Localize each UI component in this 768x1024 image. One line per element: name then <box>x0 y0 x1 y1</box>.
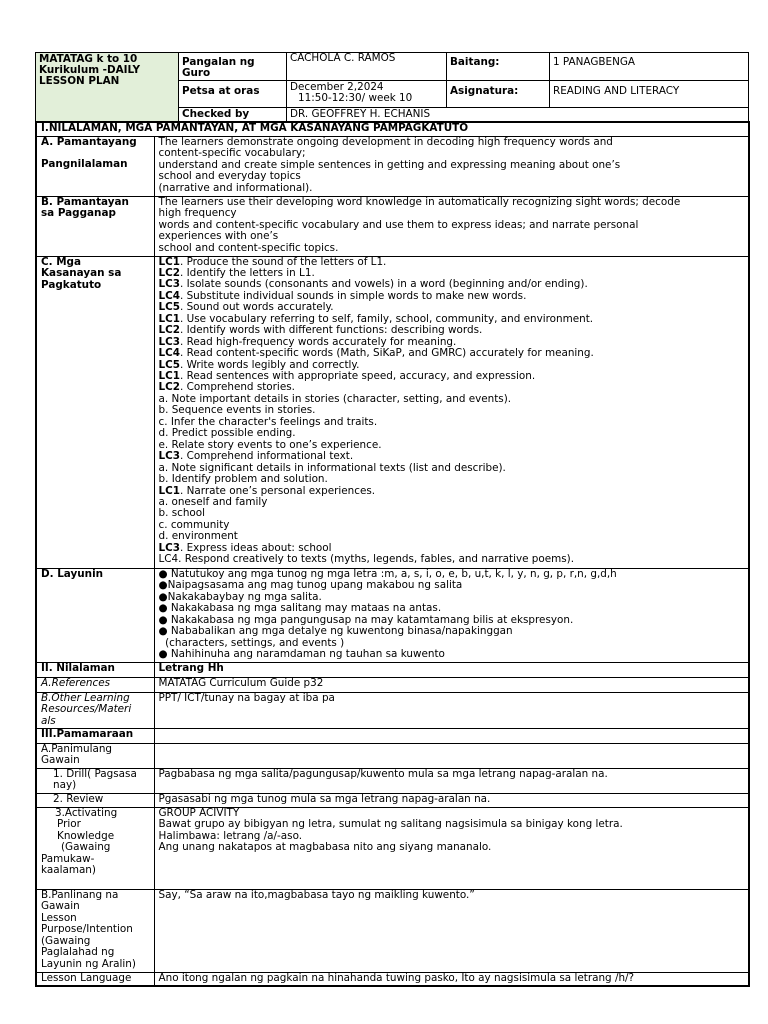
grade-label: Baitang: <box>447 53 550 81</box>
curriculum-title: MATATAG k to 10 Kurikulum -DAILY LESSON PLAN <box>39 53 141 87</box>
lc-item: LC1. Produce the sound of the letters of L1. <box>158 255 387 268</box>
section1-title: I.NILALAMAN, MGA PAMANTAYAN, AT MGA KASANAYANG PAMPAGKATUTO <box>36 122 749 136</box>
checked-value: DR. GEOFFREY H. ECHANIS <box>287 108 749 122</box>
objective-item: (characters, settings, and events ) <box>158 636 345 649</box>
layunin-content <box>154 568 749 662</box>
lc-item: d. environment <box>158 530 238 543</box>
subject-value: READING AND LITERACY <box>550 81 749 108</box>
pamantayan-sa-pagganap-label: B. Pamantayan sa Pagganap <box>36 196 154 256</box>
panimulang-gawain-label: A.Panimulang Gawain <box>36 743 154 768</box>
objective-item: ● Nakakabasa ng mga pangungusap na may katamtamang bilis at ekspresyon. <box>158 613 574 626</box>
lc-item: LC1. Read sentences with appropriate speed, accuracy, and expression. <box>158 370 536 383</box>
kasanayan-sa-pagkatuto-content <box>154 256 749 568</box>
date-label: Petsa at oras <box>179 81 287 108</box>
references-value: MATATAG Curriculum Guide p32 <box>154 677 749 692</box>
header-table <box>35 52 749 122</box>
lc-item: b. Identify problem and solution. <box>158 473 328 486</box>
lc-item: LC4. Read content-specific words (Math, SiKaP, and GMRC) accurately for meaning. <box>158 347 594 360</box>
subject-label: Asignatura: <box>447 81 550 108</box>
panlinang-na-gawain-label: B.Panlinang na Gawain Lesson Purpose/Intention (Gawaing Paglalahad ng Layunin ng Aralin) <box>36 889 154 972</box>
layunin-label: D. Layunin <box>36 568 154 662</box>
lc-item: e. Relate story events to one’s experience. <box>158 438 382 451</box>
pamamaraan-label: III.Pamamaraan <box>36 728 154 743</box>
activating-prior-knowledge-content: GROUP ACIVITY Bawat grupo ay bibigyan ng letra, sumulat ng salitang nagsisimula sa binigay kong letra. Halimbawa: letrang /a/-aso. Ang unang nakatapos at magbabasa nito ang siyang mananalo. <box>154 807 749 889</box>
lc-item: b. school <box>158 507 206 520</box>
lc-item: LC4. Substitute individual sounds in simple words to make new words. <box>158 289 527 302</box>
teacher-value: CACHOLA C. RAMOS <box>287 53 447 81</box>
lc-item: LC3. Isolate sounds (consonants and vowels) in a word (beginning and/or ending). <box>158 278 588 291</box>
other-resources-value: PPT/ ICT/tunay na bagay at iba pa <box>154 692 749 728</box>
lc-item: LC4. Respond creatively to texts (myths, legends, fables, and narrative poems). <box>158 553 575 566</box>
lc-item: a. oneself and family <box>158 496 268 509</box>
lc-item: c. Infer the character's feelings and traits. <box>158 415 378 428</box>
date-value: December 2,2024 <box>290 81 384 93</box>
nilalaman-value: Letrang Hh <box>154 662 749 677</box>
pamantayang-pangnilalaman-content: The learners demonstrate ongoing development in decoding high frequency words and content-specific vocabulary; understand and create simple sentences in getting and expressing meaning about one’s school and everyday topics (narrative and informational). <box>154 136 749 196</box>
lc-item: LC5. Sound out words accurately. <box>158 301 334 314</box>
lc-item: LC3. Express ideas about: school <box>158 541 332 554</box>
date-time-cell <box>287 81 447 108</box>
panlinang-na-gawain-content: Say, “Sa araw na ito,magbabasa tayo ng maikling kuwento.” <box>154 889 749 972</box>
objective-item: ●Naipagsasama ang mag tunog upang makabou ng salita <box>158 579 463 591</box>
time-value: 11:50-12:30/ week 10 <box>298 92 413 104</box>
review-value: Pgasasabi ng mga tunog mula sa mga letrang napag-aralan na. <box>154 793 749 807</box>
pamantayan-sa-pagganap-content: The learners use their developing word knowledge in automatically recognizing sight words; decode high frequency words and content-specific vocabulary and use them to express ideas; and narrate personal experiences with one’s school and content-specific topics. <box>154 196 749 256</box>
objective-item: ●Nakakabaybay ng mga salita. <box>158 590 322 603</box>
pamantayang-pangnilalaman-label: A. Pamantayang Pangnilalaman <box>36 136 154 196</box>
references-label: A.References <box>36 677 154 692</box>
objective-item: ● Natutukoy ang mga tunog ng mga letra :m, a, s, i, o, e, b, u,t, k, l, y, n, g, p, r,n, g,d,h <box>158 567 617 580</box>
checked-label: Checked by <box>179 108 287 122</box>
lesson-plan-table <box>35 121 750 987</box>
drill-value: Pagbabasa ng mga salita/pagungusap/kuwento mula sa mga letrang napag-aralan na. <box>154 768 749 793</box>
lc-item: LC5. Write words legibly and correctly. <box>158 358 360 371</box>
lc-item: LC2. Identify words with different functions: describing words. <box>158 324 483 337</box>
pamamaraan-empty <box>154 728 749 743</box>
review-label: 2. Review <box>36 793 154 807</box>
lesson-language-value: Ano itong ngalan ng pagkain na hinahanda tuwing pasko, Ito ay nagsisimula sa letrang /h/? <box>154 972 749 986</box>
lesson-language-label: Lesson Language <box>36 972 154 986</box>
lc-item: a. Note important details in stories (character, setting, and events). <box>158 392 512 405</box>
kasanayan-sa-pagkatuto-label: C. Mga Kasanayan sa Pagkatuto <box>36 256 154 568</box>
objective-item: ● Nababalikan ang mga detalye ng kuwentong binasa/napakinggan <box>158 625 513 637</box>
lc-item: b. Sequence events in stories. <box>158 404 316 417</box>
lc-item: c. community <box>158 518 230 531</box>
objective-item: ● Nakakabasa ng mga salitang may mataas na antas. <box>158 602 442 614</box>
grade-value: 1 PANAGBENGA <box>550 53 749 81</box>
teacher-label: Pangalan ng Guro <box>179 53 287 81</box>
nilalaman-label: II. Nilalaman <box>36 662 154 677</box>
activating-prior-knowledge-label: 3.Activating Prior Knowledge (Gawaing Pamukaw- kaalaman) <box>36 807 154 889</box>
lc-item: LC1. Narrate one’s personal experiences. <box>158 484 376 497</box>
lc-item: d. Predict possible ending. <box>158 427 296 440</box>
curriculum-title-cell <box>36 53 179 122</box>
lc-item: LC1. Use vocabulary referring to self, family, school, community, and environment. <box>158 312 594 325</box>
drill-label: 1. Drill( Pagsasa nay) <box>36 768 154 793</box>
lc-item: LC3. Comprehend informational text. <box>158 450 354 463</box>
panimulang-gawain-empty <box>154 743 749 768</box>
lc-item: a. Note significant details in informational texts (list and describe). <box>158 461 506 474</box>
lc-item: LC2. Comprehend stories. <box>158 381 295 394</box>
lc-item: LC2. Identify the letters in L1. <box>158 266 315 279</box>
other-resources-label: B.Other Learning Resources/Materi als <box>36 692 154 728</box>
lc-item: LC3. Read high-frequency words accurately for meaning. <box>158 335 457 348</box>
objective-item: ● Nahihinuha ang naramdaman ng tauhan sa kuwento <box>158 648 445 660</box>
